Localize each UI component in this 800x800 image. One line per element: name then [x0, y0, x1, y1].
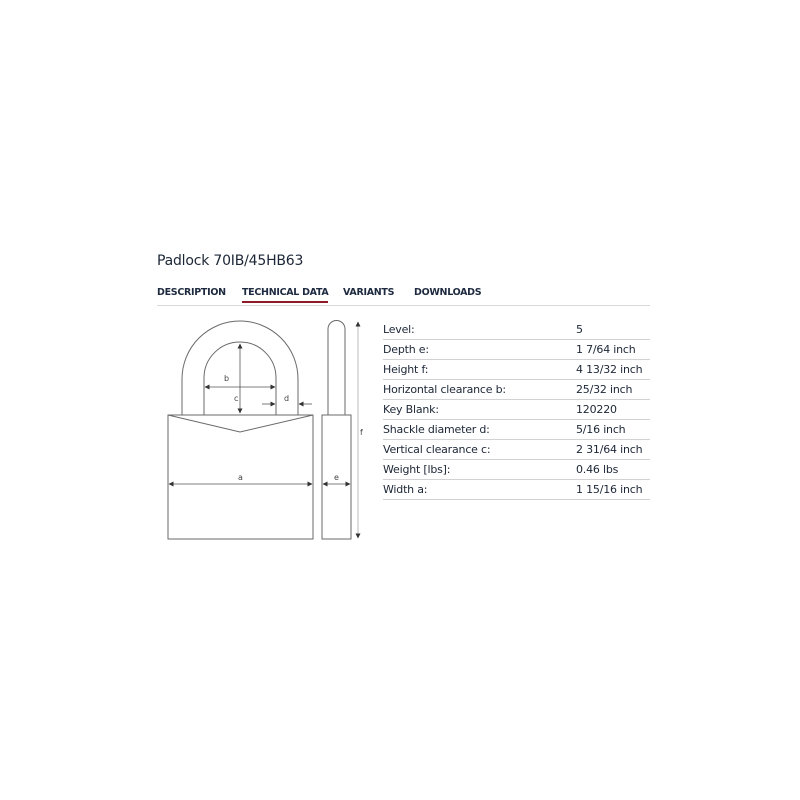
label-e: e — [334, 473, 339, 482]
tab-description[interactable]: DESCRIPTION — [157, 287, 226, 298]
spec-label: Shackle diameter d: — [383, 423, 490, 437]
spec-label: Width a: — [383, 483, 428, 497]
table-row — [383, 380, 650, 400]
spec-value: 1 7/64 inch — [576, 343, 636, 357]
page-title: Padlock 70IB/45HB63 — [157, 253, 304, 269]
spec-value: 0.46 lbs — [576, 463, 619, 477]
table-row — [383, 360, 650, 380]
spec-value: 25/32 inch — [576, 383, 633, 397]
table-row — [383, 460, 650, 480]
spec-value: 5 — [576, 323, 583, 337]
tab-downloads[interactable]: DOWNLOADS — [414, 287, 482, 298]
spec-label: Weight [lbs]: — [383, 463, 451, 477]
side-shackle — [328, 321, 345, 416]
spec-value: 5/16 inch — [576, 423, 626, 437]
spec-label: Vertical clearance c: — [383, 443, 491, 457]
tab-bar — [157, 286, 650, 306]
label-b: b — [224, 374, 230, 383]
label-f: f — [360, 428, 363, 437]
tab-technical-data[interactable]: TECHNICAL DATA — [242, 286, 328, 303]
table-row — [383, 320, 650, 340]
table-row — [383, 340, 650, 360]
tab-variants[interactable]: VARIANTS — [343, 287, 395, 298]
spec-value: 4 13/32 inch — [576, 363, 643, 377]
spec-value: 120220 — [576, 403, 617, 417]
label-d: d — [284, 394, 290, 403]
label-c: c — [234, 394, 239, 403]
label-a: a — [238, 473, 243, 482]
spec-label: Level: — [383, 323, 415, 337]
spec-label: Depth e: — [383, 343, 429, 357]
spec-label: Height f: — [383, 363, 429, 377]
table-row — [383, 480, 650, 500]
table-row — [383, 420, 650, 440]
technical-data-table — [383, 320, 650, 500]
spec-value: 2 31/64 inch — [576, 443, 643, 457]
spec-label: Horizontal clearance b: — [383, 383, 506, 397]
padlock-dimension-diagram — [150, 310, 380, 550]
spec-value: 1 15/16 inch — [576, 483, 643, 497]
table-row — [383, 400, 650, 420]
spec-label: Key Blank: — [383, 403, 439, 417]
table-row — [383, 440, 650, 460]
